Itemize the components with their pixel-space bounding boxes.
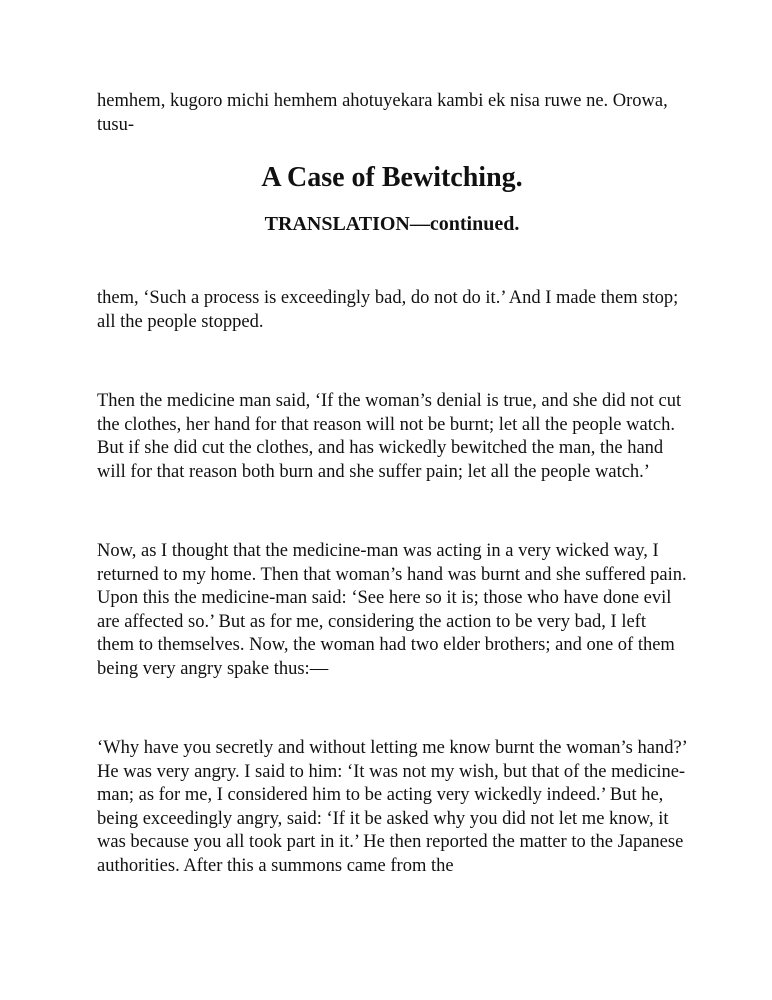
document-page	[97, 90, 687, 878]
page-title: A Case of Bewitching.	[261, 162, 523, 193]
paragraph-2: Then the medicine man said, ‘If the woman’s denial is true, and she did not cut the clothes, her hand for that reason will not be burnt; let all the people watch. But if she did cut the clothes, and has wickedly bewitched the man, the hand will for that reason both burn and she suffer pain; let all the people watch.’	[97, 391, 682, 482]
page-subtitle: TRANSLATION—continued.	[264, 213, 520, 235]
intro-paragraph: hemhem, kugoro michi hemhem ahotuyekara kambi ek nisa ruwe ne. Orowa, tusu-	[97, 91, 668, 135]
paragraph-1: them, ‘Such a process is exceedingly bad, do not do it.’ And I made them stop; all the people stopped.	[97, 288, 679, 332]
paragraph-4: ‘Why have you secretly and without letting me know burnt the woman’s hand?’ He was very angry. I said to him: ‘It was not my wish, but that of the medicine-man; as for me, I considered him to be acting very wickedly indeed.’ But he, being exceedingly angry, said: ‘If it be asked why you did not let me know, it was because you all took part in it.’ He then reported the matter to the Japanese authorities. After this a summons came from the	[97, 738, 687, 876]
paragraph-3: Now, as I thought that the medicine-man was acting in a very wicked way, I returned to my home. Then that woman’s hand was burnt and she suffered pain. Upon this the medicine-man said: ‘See here so it is; those who have done evil are affected so.’ But as for me, considering the action to be very bad, I left them to themselves. Now, the woman had two elder brothers; and one of them being very angry spake thus:—	[97, 541, 687, 679]
